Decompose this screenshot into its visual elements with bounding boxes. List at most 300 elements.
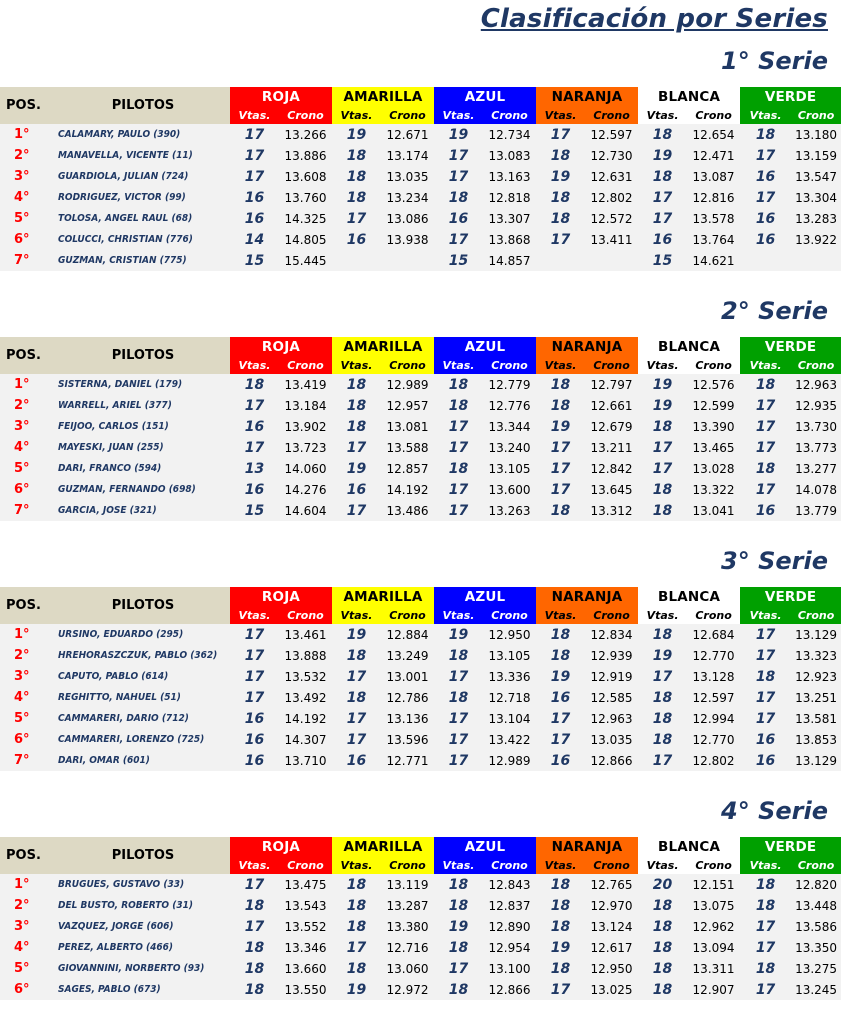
position-cell: 1°	[0, 374, 56, 395]
crono-header-azul: Crono	[483, 857, 536, 874]
pilot-name: RODRIGUEZ, VICTOR (99)	[56, 187, 230, 208]
crono-header-blanca: Crono	[687, 857, 740, 874]
crono-header-amarilla: Crono	[381, 357, 434, 374]
laps-blanca: 19	[638, 645, 687, 666]
crono-header-azul: Crono	[483, 607, 536, 624]
laps-roja: 15	[230, 500, 279, 521]
vueltas-header-azul: Vtas.	[434, 607, 483, 624]
laps-roja: 18	[230, 374, 279, 395]
laps-roja: 14	[230, 229, 279, 250]
time-amarilla: 13.249	[381, 645, 434, 666]
time-naranja: 12.572	[585, 208, 638, 229]
table-row	[0, 708, 841, 729]
team-header-blanca: BLANCA	[638, 87, 740, 107]
position-cell: 4°	[0, 937, 56, 958]
time-verde: 13.323	[791, 645, 841, 666]
laps-azul: 17	[434, 729, 483, 750]
laps-amarilla: 16	[332, 750, 381, 771]
crono-header-verde: Crono	[791, 857, 841, 874]
pilot-name: VAZQUEZ, JORGE (606)	[56, 916, 230, 937]
table-row	[0, 458, 841, 479]
table-row	[0, 979, 841, 1000]
laps-amarilla: 17	[332, 500, 381, 521]
laps-naranja: 19	[536, 937, 585, 958]
time-verde: 13.277	[791, 458, 841, 479]
position-cell: 6°	[0, 729, 56, 750]
pilot-name: DARI, OMAR (601)	[56, 750, 230, 771]
results-table	[0, 837, 841, 1000]
time-blanca: 12.597	[687, 687, 740, 708]
time-verde: 13.773	[791, 437, 841, 458]
laps-amarilla: 18	[332, 874, 381, 895]
laps-azul: 18	[434, 687, 483, 708]
time-roja: 13.532	[279, 666, 332, 687]
time-blanca: 12.962	[687, 916, 740, 937]
time-blanca: 13.128	[687, 666, 740, 687]
time-verde: 13.586	[791, 916, 841, 937]
pilot-name: MAYESKI, JUAN (255)	[56, 437, 230, 458]
time-azul: 12.818	[483, 187, 536, 208]
time-naranja: 13.124	[585, 916, 638, 937]
time-amarilla: 13.380	[381, 916, 434, 937]
time-azul: 13.600	[483, 479, 536, 500]
time-amarilla: 13.086	[381, 208, 434, 229]
laps-naranja: 17	[536, 124, 585, 145]
time-blanca: 13.764	[687, 229, 740, 250]
laps-naranja: 17	[536, 437, 585, 458]
vueltas-header-azul: Vtas.	[434, 107, 483, 124]
laps-naranja: 18	[536, 395, 585, 416]
team-header-amarilla: AMARILLA	[332, 837, 434, 857]
crono-header-verde: Crono	[791, 357, 841, 374]
time-blanca: 13.465	[687, 437, 740, 458]
team-header-verde: VERDE	[740, 587, 841, 607]
team-header-blanca: BLANCA	[638, 837, 740, 857]
time-amarilla: 13.001	[381, 666, 434, 687]
laps-roja: 17	[230, 874, 279, 895]
laps-verde: 18	[740, 895, 791, 916]
laps-roja: 17	[230, 916, 279, 937]
crono-header-verde: Crono	[791, 107, 841, 124]
time-blanca: 12.684	[687, 624, 740, 645]
laps-naranja: 18	[536, 145, 585, 166]
position-cell: 1°	[0, 874, 56, 895]
laps-azul: 17	[434, 750, 483, 771]
time-amarilla: 12.671	[381, 124, 434, 145]
time-blanca: 12.151	[687, 874, 740, 895]
vueltas-header-verde: Vtas.	[740, 607, 791, 624]
time-roja: 13.461	[279, 624, 332, 645]
time-naranja: 12.765	[585, 874, 638, 895]
laps-blanca: 16	[638, 229, 687, 250]
team-header-azul: AZUL	[434, 587, 536, 607]
time-roja: 14.325	[279, 208, 332, 229]
time-blanca: 13.094	[687, 937, 740, 958]
pilot-name: GARCIA, JOSE (321)	[56, 500, 230, 521]
laps-blanca: 18	[638, 166, 687, 187]
vueltas-header-verde: Vtas.	[740, 357, 791, 374]
time-verde: 12.820	[791, 874, 841, 895]
laps-roja: 17	[230, 624, 279, 645]
crono-header-naranja: Crono	[585, 107, 638, 124]
table-row	[0, 437, 841, 458]
position-cell: 1°	[0, 624, 56, 645]
time-blanca: 13.390	[687, 416, 740, 437]
vueltas-header-roja: Vtas.	[230, 857, 279, 874]
team-header-naranja: NARANJA	[536, 837, 638, 857]
pos-header: POS.	[0, 337, 56, 374]
laps-blanca: 18	[638, 979, 687, 1000]
time-verde: 13.922	[791, 229, 841, 250]
results-table	[0, 337, 841, 521]
crono-header-blanca: Crono	[687, 107, 740, 124]
time-naranja: 12.866	[585, 750, 638, 771]
time-azul: 13.344	[483, 416, 536, 437]
pilot-name: SISTERNA, DANIEL (179)	[56, 374, 230, 395]
laps-azul: 17	[434, 500, 483, 521]
laps-naranja: 18	[536, 874, 585, 895]
team-header-verde: VERDE	[740, 337, 841, 357]
laps-amarilla: 17	[332, 729, 381, 750]
laps-roja: 17	[230, 645, 279, 666]
laps-verde: 18	[740, 458, 791, 479]
laps-verde: 17	[740, 916, 791, 937]
crono-header-verde: Crono	[791, 607, 841, 624]
header-row	[0, 837, 841, 857]
laps-verde: 17	[740, 937, 791, 958]
laps-amarilla: 19	[332, 979, 381, 1000]
laps-blanca: 17	[638, 437, 687, 458]
time-verde: 13.245	[791, 979, 841, 1000]
time-roja: 13.660	[279, 958, 332, 979]
team-header-blanca: BLANCA	[638, 587, 740, 607]
time-amarilla: 12.786	[381, 687, 434, 708]
laps-amarilla: 18	[332, 916, 381, 937]
table-row	[0, 750, 841, 771]
position-cell: 4°	[0, 187, 56, 208]
position-cell: 2°	[0, 895, 56, 916]
time-naranja: 12.679	[585, 416, 638, 437]
vueltas-header-roja: Vtas.	[230, 107, 279, 124]
pilotos-header: PILOTOS	[56, 587, 230, 624]
laps-azul: 19	[434, 124, 483, 145]
time-amarilla: 13.234	[381, 187, 434, 208]
time-amarilla: 13.596	[381, 729, 434, 750]
table-row	[0, 895, 841, 916]
table-row	[0, 958, 841, 979]
header-row	[0, 587, 841, 607]
vueltas-header-blanca: Vtas.	[638, 607, 687, 624]
time-blanca: 12.654	[687, 124, 740, 145]
laps-amarilla: 18	[332, 687, 381, 708]
time-naranja: 12.797	[585, 374, 638, 395]
pilot-name: DARI, FRANCO (594)	[56, 458, 230, 479]
time-azul: 14.857	[483, 250, 536, 271]
time-verde: 13.853	[791, 729, 841, 750]
laps-verde: 17	[740, 187, 791, 208]
laps-roja: 16	[230, 750, 279, 771]
table-row	[0, 729, 841, 750]
position-cell: 2°	[0, 645, 56, 666]
position-cell: 5°	[0, 458, 56, 479]
table-row	[0, 416, 841, 437]
laps-roja: 16	[230, 708, 279, 729]
laps-azul: 18	[434, 374, 483, 395]
laps-blanca: 18	[638, 624, 687, 645]
pos-header: POS.	[0, 587, 56, 624]
laps-roja: 16	[230, 416, 279, 437]
time-verde: 14.078	[791, 479, 841, 500]
laps-blanca: 19	[638, 395, 687, 416]
time-naranja: 13.211	[585, 437, 638, 458]
time-roja: 13.886	[279, 145, 332, 166]
laps-verde	[740, 250, 791, 271]
time-roja: 14.805	[279, 229, 332, 250]
time-naranja: 12.585	[585, 687, 638, 708]
position-cell: 4°	[0, 437, 56, 458]
time-verde: 13.129	[791, 750, 841, 771]
time-blanca: 13.075	[687, 895, 740, 916]
time-azul: 12.954	[483, 937, 536, 958]
pilot-name: GIOVANNINI, NORBERTO (93)	[56, 958, 230, 979]
time-verde: 13.275	[791, 958, 841, 979]
time-blanca: 13.578	[687, 208, 740, 229]
time-roja: 13.419	[279, 374, 332, 395]
time-amarilla: 13.174	[381, 145, 434, 166]
laps-blanca: 17	[638, 750, 687, 771]
table-row	[0, 500, 841, 521]
laps-verde: 18	[740, 374, 791, 395]
crono-header-amarilla: Crono	[381, 857, 434, 874]
pilot-name: MANAVELLA, VICENTE (11)	[56, 145, 230, 166]
laps-naranja: 17	[536, 458, 585, 479]
laps-verde: 17	[740, 395, 791, 416]
laps-naranja: 18	[536, 208, 585, 229]
time-naranja: 12.597	[585, 124, 638, 145]
time-naranja: 12.617	[585, 937, 638, 958]
laps-roja: 17	[230, 437, 279, 458]
pilot-name: HREHORASZCZUK, PABLO (362)	[56, 645, 230, 666]
laps-blanca: 17	[638, 187, 687, 208]
time-roja: 15.445	[279, 250, 332, 271]
laps-naranja: 18	[536, 895, 585, 916]
laps-roja: 18	[230, 937, 279, 958]
laps-roja: 17	[230, 145, 279, 166]
laps-roja: 18	[230, 979, 279, 1000]
laps-amarilla: 16	[332, 479, 381, 500]
time-blanca: 12.907	[687, 979, 740, 1000]
vueltas-header-roja: Vtas.	[230, 357, 279, 374]
laps-azul: 17	[434, 437, 483, 458]
laps-blanca: 19	[638, 374, 687, 395]
laps-amarilla: 16	[332, 229, 381, 250]
time-verde: 13.283	[791, 208, 841, 229]
pilot-name: DEL BUSTO, ROBERTO (31)	[56, 895, 230, 916]
time-naranja: 12.963	[585, 708, 638, 729]
time-amarilla: 12.972	[381, 979, 434, 1000]
laps-blanca: 18	[638, 708, 687, 729]
laps-azul: 17	[434, 166, 483, 187]
laps-naranja: 19	[536, 666, 585, 687]
time-amarilla: 12.989	[381, 374, 434, 395]
time-naranja: 12.802	[585, 187, 638, 208]
laps-naranja: 17	[536, 729, 585, 750]
time-roja: 13.710	[279, 750, 332, 771]
crono-header-roja: Crono	[279, 107, 332, 124]
laps-naranja: 17	[536, 229, 585, 250]
time-verde: 13.730	[791, 416, 841, 437]
time-azul: 13.240	[483, 437, 536, 458]
time-amarilla: 13.588	[381, 437, 434, 458]
laps-azul: 18	[434, 937, 483, 958]
time-verde: 13.448	[791, 895, 841, 916]
laps-blanca: 20	[638, 874, 687, 895]
team-header-roja: ROJA	[230, 587, 332, 607]
vueltas-header-blanca: Vtas.	[638, 357, 687, 374]
header-row	[0, 337, 841, 357]
time-amarilla	[381, 250, 434, 271]
team-header-azul: AZUL	[434, 837, 536, 857]
laps-roja: 16	[230, 187, 279, 208]
time-verde: 13.779	[791, 500, 841, 521]
table-row	[0, 645, 841, 666]
crono-header-roja: Crono	[279, 857, 332, 874]
time-azul: 13.336	[483, 666, 536, 687]
table-row	[0, 229, 841, 250]
table-row	[0, 166, 841, 187]
laps-amarilla	[332, 250, 381, 271]
pos-header: POS.	[0, 87, 56, 124]
laps-blanca: 18	[638, 124, 687, 145]
position-cell: 2°	[0, 145, 56, 166]
time-naranja: 12.950	[585, 958, 638, 979]
laps-verde: 16	[740, 166, 791, 187]
time-naranja: 13.025	[585, 979, 638, 1000]
time-amarilla: 13.035	[381, 166, 434, 187]
laps-roja: 16	[230, 479, 279, 500]
time-naranja: 13.312	[585, 500, 638, 521]
position-cell: 7°	[0, 500, 56, 521]
time-verde: 12.923	[791, 666, 841, 687]
laps-verde: 17	[740, 708, 791, 729]
vueltas-header-azul: Vtas.	[434, 857, 483, 874]
laps-naranja: 18	[536, 500, 585, 521]
position-cell: 2°	[0, 395, 56, 416]
laps-roja: 18	[230, 895, 279, 916]
laps-amarilla: 18	[332, 895, 381, 916]
laps-amarilla: 17	[332, 937, 381, 958]
time-azul: 13.105	[483, 645, 536, 666]
time-roja: 13.346	[279, 937, 332, 958]
position-cell: 7°	[0, 250, 56, 271]
time-amarilla: 13.136	[381, 708, 434, 729]
position-cell: 5°	[0, 208, 56, 229]
position-cell: 3°	[0, 916, 56, 937]
team-header-roja: ROJA	[230, 87, 332, 107]
time-amarilla: 12.884	[381, 624, 434, 645]
time-amarilla: 12.857	[381, 458, 434, 479]
position-cell: 7°	[0, 750, 56, 771]
laps-amarilla: 18	[332, 395, 381, 416]
time-roja: 14.276	[279, 479, 332, 500]
time-blanca: 13.028	[687, 458, 740, 479]
pilot-name: FEIJOO, CARLOS (151)	[56, 416, 230, 437]
header-row	[0, 87, 841, 107]
time-naranja: 12.730	[585, 145, 638, 166]
time-blanca: 12.576	[687, 374, 740, 395]
laps-verde: 17	[740, 645, 791, 666]
laps-amarilla: 17	[332, 666, 381, 687]
laps-roja: 13	[230, 458, 279, 479]
vueltas-header-amarilla: Vtas.	[332, 607, 381, 624]
laps-verde: 17	[740, 624, 791, 645]
vueltas-header-amarilla: Vtas.	[332, 107, 381, 124]
time-roja: 14.060	[279, 458, 332, 479]
table-row	[0, 395, 841, 416]
time-amarilla: 13.081	[381, 416, 434, 437]
team-header-naranja: NARANJA	[536, 337, 638, 357]
time-azul: 12.776	[483, 395, 536, 416]
table-row	[0, 374, 841, 395]
crono-header-azul: Crono	[483, 357, 536, 374]
time-naranja: 12.970	[585, 895, 638, 916]
laps-azul: 17	[434, 708, 483, 729]
vueltas-header-naranja: Vtas.	[536, 357, 585, 374]
laps-azul: 18	[434, 979, 483, 1000]
laps-azul: 18	[434, 645, 483, 666]
crono-header-naranja: Crono	[585, 357, 638, 374]
series-title: 3° Serie	[721, 547, 828, 575]
time-roja: 13.492	[279, 687, 332, 708]
pilot-name: COLUCCI, CHRISTIAN (776)	[56, 229, 230, 250]
table-row	[0, 874, 841, 895]
laps-verde: 16	[740, 208, 791, 229]
laps-amarilla: 18	[332, 145, 381, 166]
time-blanca: 13.322	[687, 479, 740, 500]
position-cell: 6°	[0, 979, 56, 1000]
laps-blanca: 18	[638, 937, 687, 958]
laps-blanca: 18	[638, 895, 687, 916]
laps-verde: 17	[740, 416, 791, 437]
vueltas-header-verde: Vtas.	[740, 857, 791, 874]
time-azul: 13.105	[483, 458, 536, 479]
table-row	[0, 124, 841, 145]
laps-naranja	[536, 250, 585, 271]
table-row	[0, 250, 841, 271]
time-verde: 13.581	[791, 708, 841, 729]
pilot-name: CAPUTO, PABLO (614)	[56, 666, 230, 687]
results-table	[0, 587, 841, 771]
laps-verde: 16	[740, 229, 791, 250]
time-verde: 13.251	[791, 687, 841, 708]
laps-naranja: 18	[536, 916, 585, 937]
laps-verde: 16	[740, 500, 791, 521]
laps-blanca: 17	[638, 208, 687, 229]
position-cell: 6°	[0, 479, 56, 500]
vueltas-header-blanca: Vtas.	[638, 857, 687, 874]
time-roja: 13.475	[279, 874, 332, 895]
laps-verde: 17	[740, 479, 791, 500]
laps-blanca: 18	[638, 916, 687, 937]
team-header-verde: VERDE	[740, 837, 841, 857]
time-azul: 13.083	[483, 145, 536, 166]
laps-amarilla: 19	[332, 124, 381, 145]
pilot-name: WARRELL, ARIEL (377)	[56, 395, 230, 416]
time-verde	[791, 250, 841, 271]
time-verde: 13.180	[791, 124, 841, 145]
team-header-azul: AZUL	[434, 87, 536, 107]
time-azul: 13.868	[483, 229, 536, 250]
